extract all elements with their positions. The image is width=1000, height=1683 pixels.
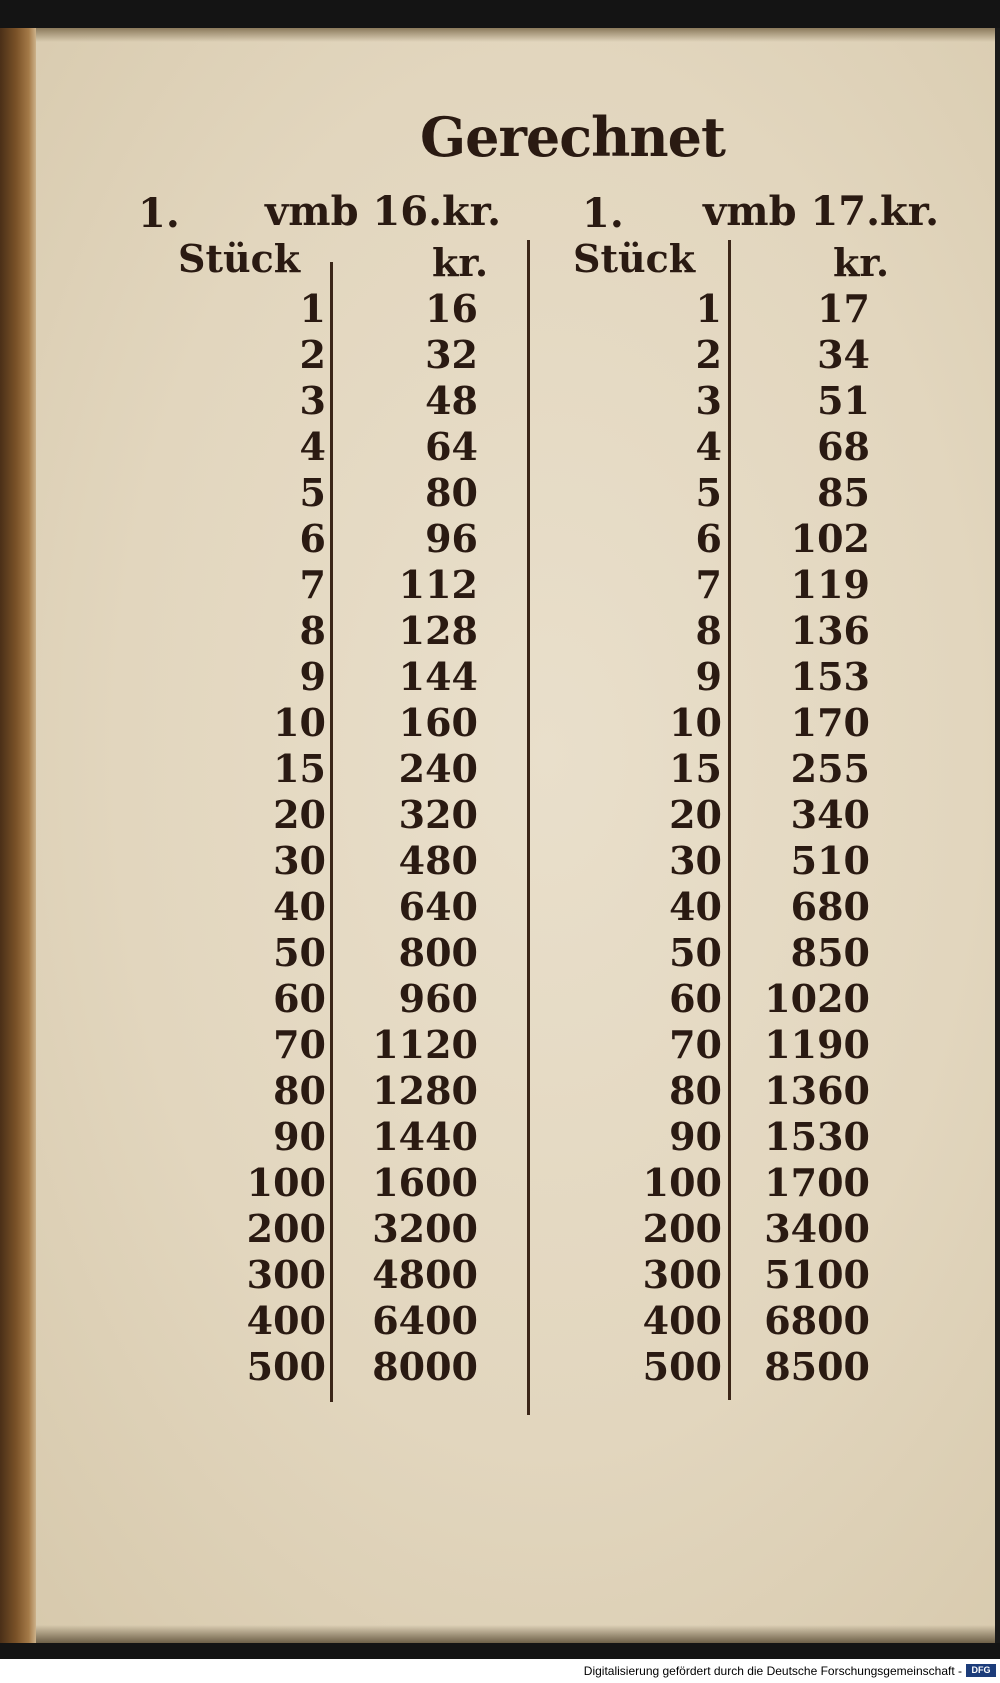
left-kreuzer-cell: 240 (398, 746, 478, 791)
right-pieces-cell: 200 (642, 1206, 722, 1251)
left-pieces-cell: 8 (299, 608, 326, 653)
right-pieces-cell: 5 (695, 470, 722, 515)
right-kreuzer-cell: 3400 (764, 1206, 870, 1251)
left-kreuzer-cell: 16 (425, 286, 478, 331)
left-kreuzer-cell: 480 (398, 838, 478, 883)
left-pieces-cell: 500 (246, 1344, 326, 1389)
left-pieces-cell: 400 (246, 1298, 326, 1343)
left-kreuzer-cell: 1280 (372, 1068, 478, 1113)
center-divider-rule (527, 240, 530, 1415)
left-pieces-cell: 20 (273, 792, 326, 837)
right-kreuzer-cell: 1020 (764, 976, 870, 1021)
right-kreuzer-cell: 1360 (764, 1068, 870, 1113)
right-pieces-cell: 9 (695, 654, 722, 699)
left-kreuzer-cell: 320 (398, 792, 478, 837)
right-inner-rule (728, 240, 731, 1400)
right-kreuzer-cell: 8500 (764, 1344, 870, 1389)
right-kreuzer-cell: 51 (817, 378, 870, 423)
left-kreuzer-cell: 1440 (372, 1114, 478, 1159)
left-pieces-cell: 100 (246, 1160, 326, 1205)
left-kreuzer-cell: 3200 (372, 1206, 478, 1251)
right-kreuzer-cell: 680 (790, 884, 870, 929)
left-inner-rule (330, 262, 333, 1402)
right-pieces-cell: 10 (669, 700, 722, 745)
right-kreuzer-cell: 85 (817, 470, 870, 515)
right-pieces-cell: 4 (695, 424, 722, 469)
left-kreuzer-cell: 1120 (372, 1022, 478, 1067)
left-header-number: 1. (138, 190, 180, 237)
right-kreuzer-cell: 153 (790, 654, 870, 699)
right-label-kreuzer: kr. (833, 240, 890, 285)
right-kreuzer-cell: 102 (790, 516, 870, 561)
right-kreuzer-cell: 340 (790, 792, 870, 837)
right-kreuzer-cell: 1190 (764, 1022, 870, 1067)
right-kreuzer-cell: 6800 (764, 1298, 870, 1343)
right-pieces-cell: 50 (669, 930, 722, 975)
left-pieces-cell: 200 (246, 1206, 326, 1251)
left-header-rate: vmb 16.kr. (265, 188, 502, 235)
right-kreuzer-cell: 34 (817, 332, 870, 377)
left-pieces-cell: 30 (273, 838, 326, 883)
left-pieces-cell: 6 (299, 516, 326, 561)
right-pieces-cell: 400 (642, 1298, 722, 1343)
page-shadow-top (36, 28, 995, 42)
right-kreuzer-cell: 136 (790, 608, 870, 653)
left-kreuzer-cell: 32 (425, 332, 478, 377)
left-pieces-cell: 2 (299, 332, 326, 377)
right-pieces-cell: 60 (669, 976, 722, 1021)
left-kreuzer-cell: 4800 (372, 1252, 478, 1297)
footer (0, 1659, 1000, 1683)
right-border (995, 28, 1000, 1643)
left-pieces-cell: 15 (273, 746, 326, 791)
left-kreuzer-cell: 144 (398, 654, 478, 699)
left-pieces-cell: 10 (273, 700, 326, 745)
right-kreuzer-cell: 1530 (764, 1114, 870, 1159)
right-pieces-cell: 70 (669, 1022, 722, 1067)
left-label-pieces: Stück (178, 236, 301, 281)
left-kreuzer-cell: 6400 (372, 1298, 478, 1343)
left-pieces-cell: 40 (273, 884, 326, 929)
top-border (0, 0, 1000, 28)
left-kreuzer-cell: 64 (425, 424, 478, 469)
right-pieces-cell: 500 (642, 1344, 722, 1389)
right-pieces-cell: 8 (695, 608, 722, 653)
left-kreuzer-cell: 960 (398, 976, 478, 1021)
right-pieces-cell: 40 (669, 884, 722, 929)
right-pieces-cell: 1 (695, 286, 722, 331)
left-kreuzer-cell: 112 (398, 562, 478, 607)
right-pieces-cell: 20 (669, 792, 722, 837)
page-title: Gerechnet (420, 105, 725, 169)
left-pieces-cell: 1 (299, 286, 326, 331)
right-pieces-cell: 7 (695, 562, 722, 607)
right-header-rate: vmb 17.kr. (703, 188, 940, 235)
right-kreuzer-cell: 850 (790, 930, 870, 975)
right-label-pieces: Stück (573, 236, 696, 281)
left-pieces-cell: 70 (273, 1022, 326, 1067)
left-kreuzer-cell: 160 (398, 700, 478, 745)
right-kreuzer-cell: 255 (790, 746, 870, 791)
left-pieces-cell: 9 (299, 654, 326, 699)
right-pieces-cell: 80 (669, 1068, 722, 1113)
left-pieces-cell: 50 (273, 930, 326, 975)
right-pieces-column (590, 286, 722, 1390)
page-shadow-bottom (36, 1625, 995, 1643)
left-pieces-cell: 60 (273, 976, 326, 1021)
left-pieces-cell: 4 (299, 424, 326, 469)
left-pieces-cell: 80 (273, 1068, 326, 1113)
dfg-logo: DFG (966, 1664, 996, 1677)
right-kreuzer-cell: 5100 (764, 1252, 870, 1297)
book-spine (0, 28, 36, 1643)
left-kreuzer-cell: 640 (398, 884, 478, 929)
footer-credit: Digitalisierung gefördert durch die Deutsche Forschungsgemeinschaft - (583, 1664, 962, 1678)
left-pieces-cell: 90 (273, 1114, 326, 1159)
right-pieces-cell: 100 (642, 1160, 722, 1205)
right-kreuzer-column (740, 286, 870, 1390)
left-kreuzer-cell: 1600 (372, 1160, 478, 1205)
right-pieces-cell: 90 (669, 1114, 722, 1159)
right-pieces-cell: 30 (669, 838, 722, 883)
left-kreuzer-cell: 96 (425, 516, 478, 561)
left-kreuzer-cell: 80 (425, 470, 478, 515)
left-kreuzer-cell: 48 (425, 378, 478, 423)
left-pieces-cell: 5 (299, 470, 326, 515)
right-kreuzer-cell: 17 (817, 286, 870, 331)
right-pieces-cell: 3 (695, 378, 722, 423)
left-kreuzer-column (340, 286, 478, 1390)
left-pieces-cell: 7 (299, 562, 326, 607)
right-pieces-cell: 300 (642, 1252, 722, 1297)
left-kreuzer-cell: 128 (398, 608, 478, 653)
right-pieces-cell: 6 (695, 516, 722, 561)
right-header-number: 1. (582, 190, 624, 237)
left-pieces-cell: 3 (299, 378, 326, 423)
left-label-kreuzer: kr. (432, 240, 489, 285)
right-kreuzer-cell: 510 (790, 838, 870, 883)
bottom-border (0, 1643, 1000, 1659)
right-pieces-cell: 15 (669, 746, 722, 791)
right-pieces-cell: 2 (695, 332, 722, 377)
right-kreuzer-cell: 119 (790, 562, 870, 607)
right-kreuzer-cell: 1700 (764, 1160, 870, 1205)
left-kreuzer-cell: 8000 (372, 1344, 478, 1389)
right-kreuzer-cell: 68 (817, 424, 870, 469)
left-pieces-column (200, 286, 326, 1390)
right-kreuzer-cell: 170 (790, 700, 870, 745)
left-kreuzer-cell: 800 (398, 930, 478, 975)
left-pieces-cell: 300 (246, 1252, 326, 1297)
